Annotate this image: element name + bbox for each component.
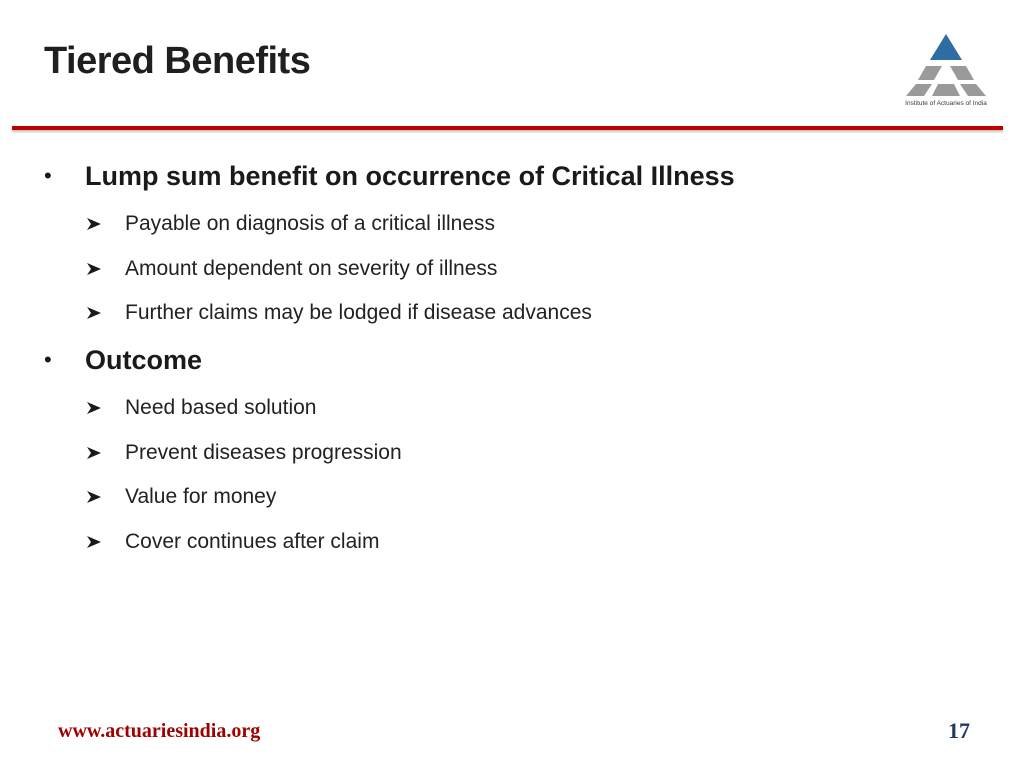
- sub-bullet-text: Payable on diagnosis of a critical illness: [125, 212, 496, 235]
- bullet-dot: •: [44, 347, 52, 372]
- arrow-bullet-icon: [86, 490, 102, 504]
- arrow-bullet-icon: [86, 262, 102, 276]
- arrow-bullet-icon: [86, 535, 102, 549]
- bullet-dot: •: [44, 163, 52, 188]
- arrow-bullet-icon: [86, 446, 102, 460]
- arrow-bullet-icon: [86, 306, 102, 320]
- sub-bullet-text: Amount dependent on severity of illness: [125, 257, 498, 280]
- sub-bullet-text: Prevent diseases progression: [125, 441, 402, 464]
- arrow-bullet-icon: [86, 217, 102, 231]
- sub-bullet-text: Value for money: [125, 485, 277, 508]
- bullet-heading: Outcome: [85, 345, 203, 375]
- sub-bullet-text: Further claims may be lodged if disease advances: [125, 301, 592, 324]
- page-number: 17: [948, 718, 970, 743]
- triangle-logo-icon: [898, 30, 994, 100]
- bullet-heading: Lump sum benefit on occurrence of Critical Illness: [85, 161, 735, 191]
- slide-title: Tiered Benefits: [44, 40, 311, 82]
- title-divider: [12, 126, 1003, 130]
- logo-caption: Institute of Actuaries of India: [905, 100, 987, 107]
- arrow-bullet-icon: [86, 401, 102, 415]
- footer-website-link[interactable]: www.actuariesindia.org: [58, 720, 261, 742]
- sub-bullet-text: Cover continues after claim: [125, 530, 380, 553]
- iai-logo: [898, 30, 994, 112]
- sub-bullet-text: Need based solution: [125, 396, 317, 419]
